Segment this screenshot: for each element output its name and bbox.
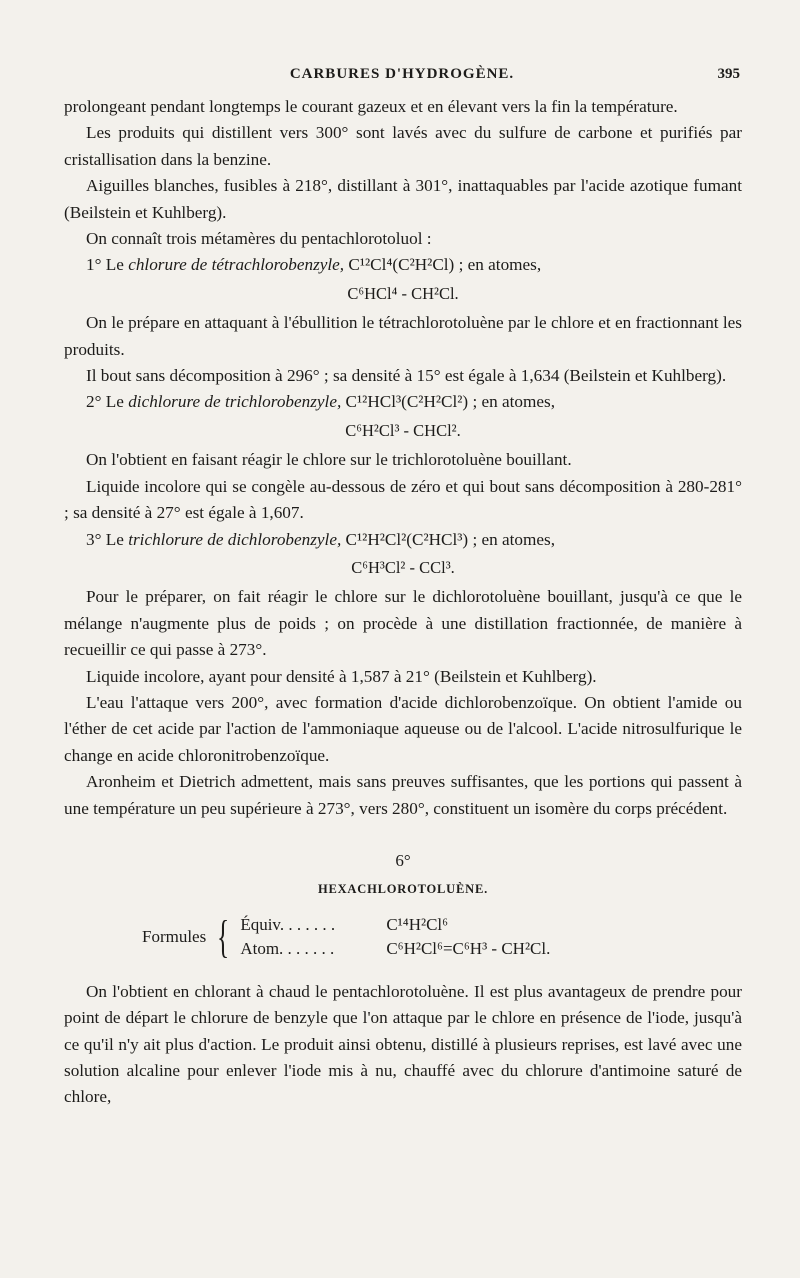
formula-row-value: C⁶H²Cl⁶=C⁶H³ - CH²Cl. — [386, 938, 551, 958]
page-number: 395 — [717, 66, 740, 82]
isomer-prefix: 3° Le — [86, 529, 129, 549]
formula-row-value: C¹⁴H²Cl⁶ — [386, 914, 449, 934]
brace-icon: { — [217, 910, 230, 962]
isomer-3-heading — [64, 527, 742, 553]
isomer-formula: C¹²Cl⁴(C²H²Cl) ; en atomes, — [344, 255, 542, 275]
formula-row-label: Atom. . . . . . . — [240, 938, 335, 958]
isomer-prefix: 1° Le — [86, 255, 129, 275]
isomer-2-heading — [64, 389, 742, 415]
formulas-rows — [240, 913, 550, 961]
section-number: 6° — [395, 850, 411, 870]
formulas-label: Formules — [142, 926, 207, 946]
isomer-name: dichlorure de trichlorobenzyle, — [128, 392, 342, 412]
isomer-prefix: 2° Le — [86, 392, 129, 412]
paragraph: Il bout sans décomposition à 296° ; sa densité à 15° est égale à 1,634 (Beilstein et Kuhlberg). — [86, 366, 727, 386]
isomer-formula: C¹²H²Cl²(C²HCl³) ; en atomes, — [341, 529, 556, 549]
paragraph: On le prépare en attaquant à l'ébullition le tétrachlorotoluène par le chlore et en fractionnant les produits. — [64, 313, 742, 359]
formulas-block — [142, 910, 742, 962]
page-header — [64, 66, 740, 88]
paragraph: L'eau l'attaque vers 200°, avec formation d'acide dichlorobenzoïque. On obtient l'amide ou l'éther de cet acide par l'action de l'ammoniaque aqueuse ou de l'alcool. L'acide nitrosulfurique le change en acide chloronitrobenzoïque. — [64, 692, 742, 765]
paragraph: Pour le préparer, on fait réagir le chlore sur le dichlorotoluène bouillant, jusqu'à ce que le mélange n'augmente plus de poids ; on procède à une distillation fractionnée, de manière à recueillir ce qui passe à 273°. — [64, 587, 742, 660]
isomer-formula: C¹²HCl³(C²H²Cl²) ; en atomes, — [341, 392, 556, 412]
formula-row — [240, 937, 550, 961]
paragraph: prolongeant pendant longtemps le courant gazeux et en élevant vers la fin la température. — [64, 97, 678, 116]
isomer-name: trichlorure de dichlorobenzyle, — [128, 529, 342, 549]
atom-formula: C⁶H³Cl² - CCl³. — [351, 557, 455, 577]
page-body — [64, 94, 742, 1111]
formula-row — [240, 913, 550, 937]
running-title: CARBURES D'HYDROGÈNE. — [289, 66, 515, 82]
paragraph: On l'obtient en faisant réagir le chlore sur le trichlorotoluène bouillant. — [86, 450, 572, 470]
paragraph: Aronheim et Dietrich admettent, mais sans preuves suffisantes, que les portions qui passent à une température un peu supérieure à 273°, vers 280°, constituent un isomère du corps précédent. — [64, 772, 742, 818]
paragraph: Liquide incolore, ayant pour densité à 1,587 à 21° (Beilstein et Kuhlberg). — [86, 666, 597, 686]
paragraph: Liquide incolore qui se congèle au-dessous de zéro et qui bout sans décomposition à 280-281° ; sa densité à 27° est égale à 1,607. — [64, 476, 742, 523]
section-title: HEXACHLOROTOLUÈNE. — [317, 882, 489, 897]
isomer-1-heading — [64, 252, 742, 278]
atom-formula: C⁶H²Cl³ - CHCl². — [345, 420, 461, 440]
isomer-name: chlorure de tétrachlorobenzyle, — [128, 255, 345, 275]
atom-formula: C⁶HCl⁴ - CH²Cl. — [347, 283, 459, 303]
paragraph: Les produits qui distillent vers 300° sont lavés avec du sulfure de carbone et purifiés par cristallisation dans la benzine. — [64, 123, 742, 169]
formula-row-label: Équiv. . . . . . . — [240, 914, 336, 934]
paragraph: On connaît trois métamères du pentachlorotoluol : — [86, 229, 432, 249]
paragraph: Aiguilles blanches, fusibles à 218°, distillant à 301°, inattaquables par l'acide azotique fumant (Beilstein et Kuhlberg). — [64, 176, 742, 222]
paragraph: On l'obtient en chlorant à chaud le pentachlorotoluène. Il est plus avantageux de prendre pour point de départ le chlorure de benzyle que l'on attaque par le chlore en présence de l'iode, jusqu'à ce qu'il n'y ait plus d'action. Le produit ainsi obtenu, distillé à plusieurs reprises, est lavé avec une solution alcaline pour enlever l'iode mis à nu, chauffé avec du chlorure d'antimoine saturé de chlore, — [64, 981, 742, 1107]
